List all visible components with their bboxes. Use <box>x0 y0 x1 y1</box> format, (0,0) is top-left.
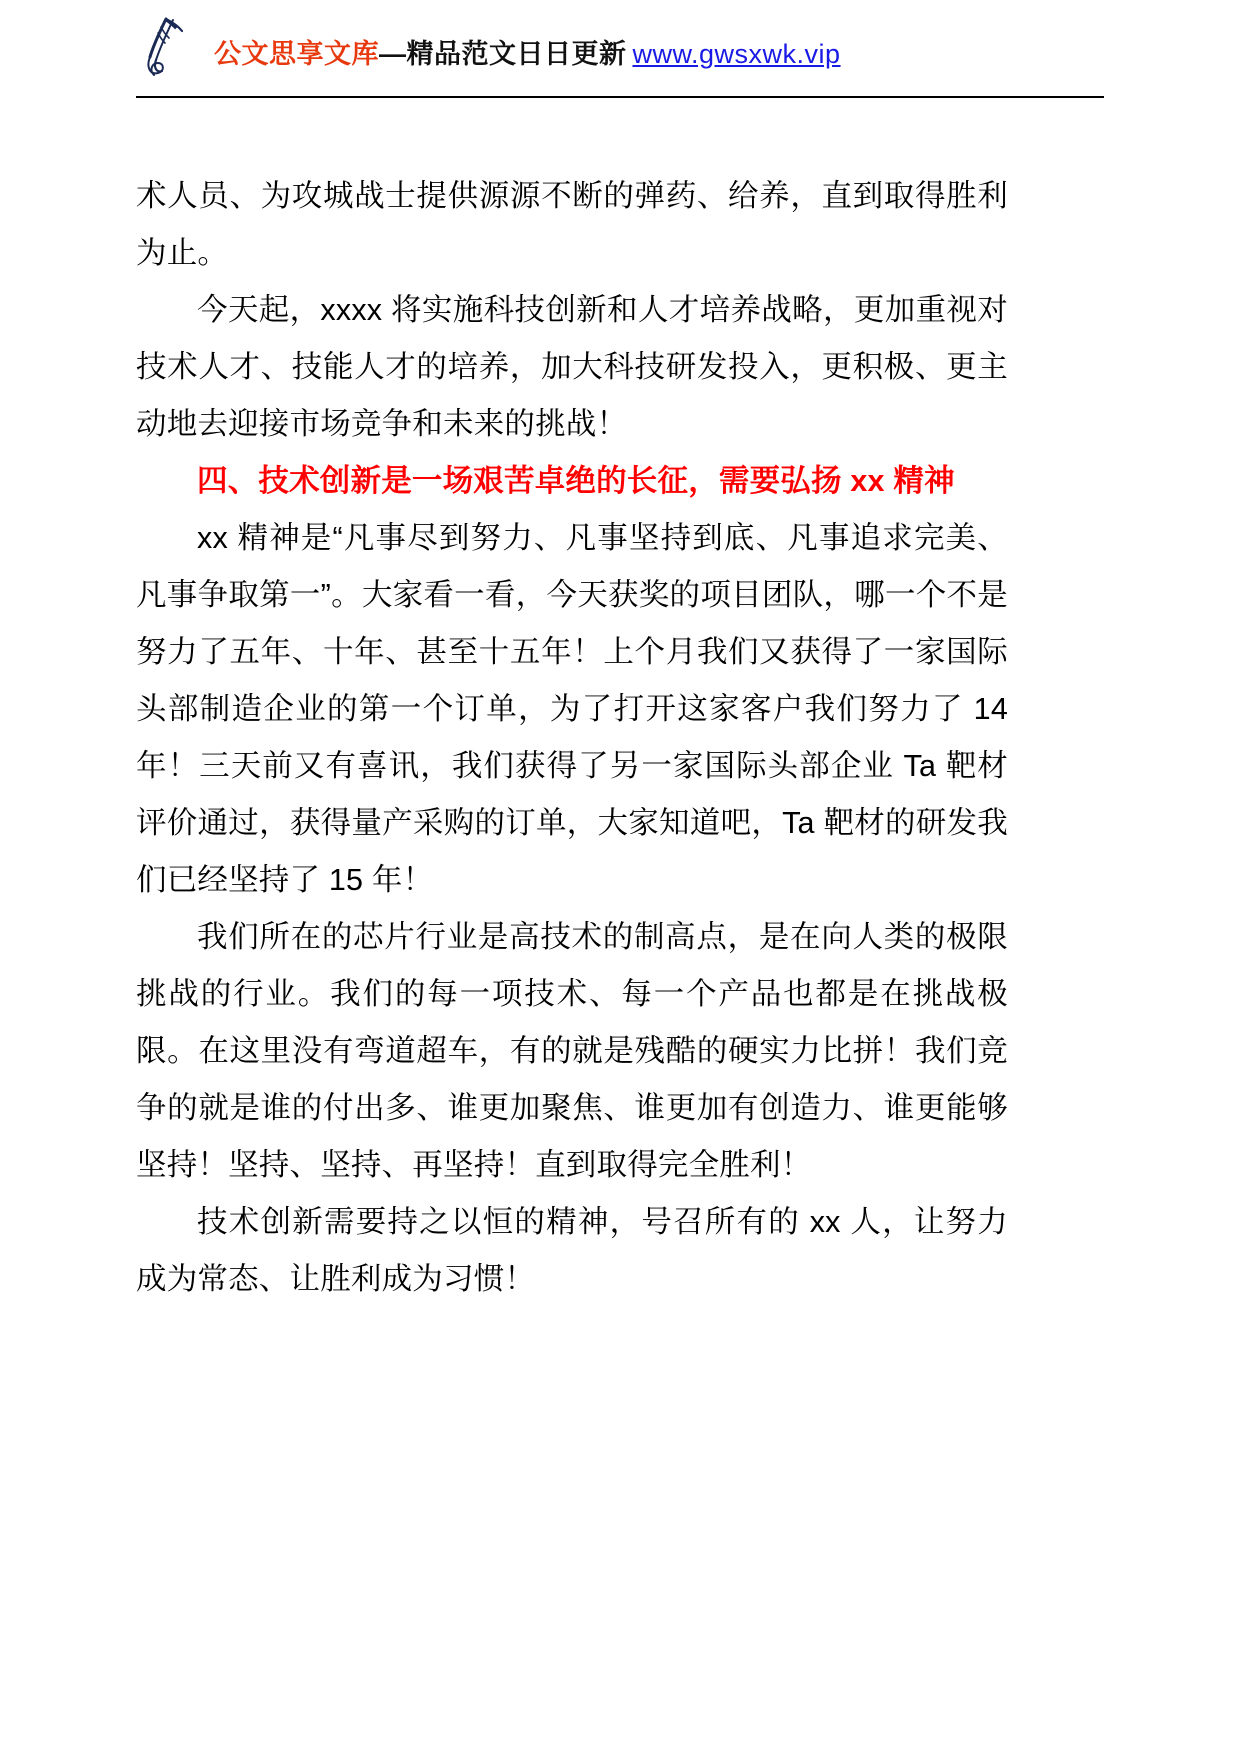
header-divider <box>136 96 1104 98</box>
paragraph-4: 我们所在的芯片行业是高技术的制高点，是在向人类的极限挑战的行业。我们的每一项技术、每一个产品也都是在挑战极限。在这里没有弯道超车，有的就是残酷的硬实力比拼！我们竞争的就是谁的付出多、谁更加聚焦、谁更加有创造力、谁更能够坚持！坚持、坚持、再坚持！直到取得完全胜利！ <box>136 920 1008 1182</box>
calligraphy-pen-logo-icon <box>136 13 208 85</box>
page-header <box>0 0 1240 104</box>
paragraph-2: 今天起，xxxx 将实施科技创新和人才培养战略，更加重视对技术人才、技能人才的培养，加大科技研发投入，更积极、更主动地去迎接市场竞争和未来的挑战！ <box>136 293 1008 441</box>
paragraph-1: 术人员、为攻城战士提供源源不断的弹药、给养，直到取得胜利为止。 <box>136 179 1008 270</box>
header-inner <box>136 0 1104 96</box>
header-site-url-link[interactable]: www.gwsxwk.vip <box>632 38 841 69</box>
section-heading-four: 四、技术创新是一场艰苦卓绝的长征，需要弘扬 xx 精神 <box>197 464 955 498</box>
paragraph-5: 技术创新需要持之以恒的精神，号召所有的 xx 人，让努力成为常态、让胜利成为习惯！ <box>136 1205 1008 1296</box>
paragraph-3: xx 精神是“凡事尽到努力、凡事坚持到底、凡事追求完美、凡事争取第一”。大家看一看，今天获奖的项目团队，哪一个不是努力了五年、十年、甚至十五年！上个月我们又获得了一家国际头部制造企业的第一个订单，为了打开这家客户我们努力了 14 年！三天前又有喜讯，我们获得了另一家国际头部企业 Ta 靶材评价通过，获得量产采购的订单，大家知道吧，Ta 靶材的研发我们已经坚持了 15 年！ <box>136 521 1008 897</box>
header-title <box>214 38 841 70</box>
header-brand: 公文思享文库 <box>214 38 379 69</box>
header-tagline: —精品范文日日更新 <box>379 38 627 69</box>
document-content <box>136 168 1008 1308</box>
